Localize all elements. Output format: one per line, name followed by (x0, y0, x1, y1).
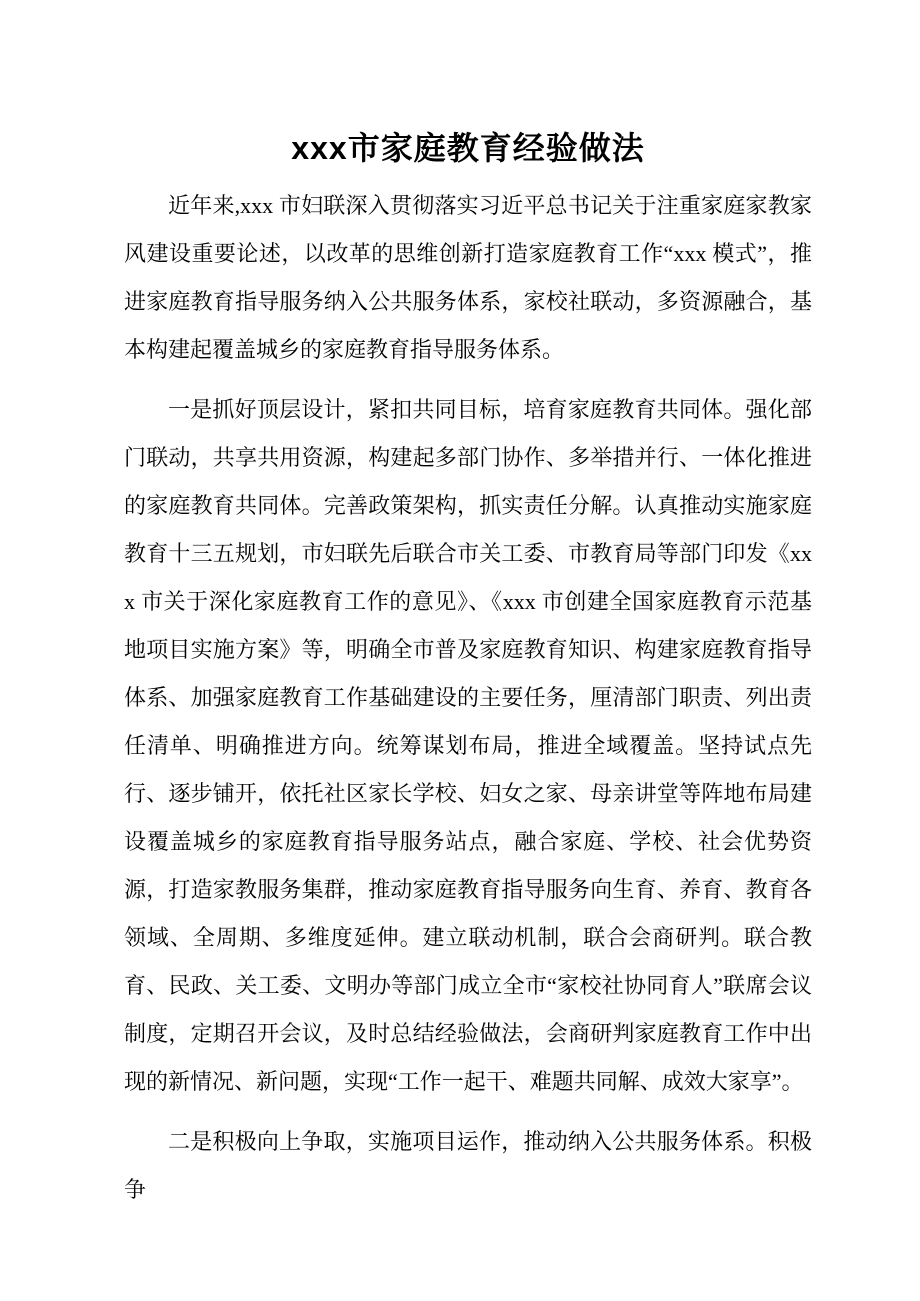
paragraph-intro: 近年来,xxx 市妇联深入贯彻落实习近平总书记关于注重家庭家教家风建设重要论述，以改革的思维创新打造家庭教育工作“xxx 模式”，推进家庭教育指导服务纳入公共服务体系，家校社联动，多资源融合，基本构建起覆盖城乡的家庭教育指导服务体系。 (124, 193, 812, 362)
document-title: xxx市家庭教育经验做法 (291, 130, 645, 166)
paragraph-point-one: 一是抓好顶层设计，紧扣共同目标，培育家庭教育共同体。强化部门联动，共享共用资源，构建起多部门协作、多举措并行、一体化推进的家庭教育共同体。完善政策架构，抓实责任分解。认真推动实施家庭教育十三五规划，市妇联先后联合市关工委、市教育局等部门印发《xxx 市关于深化家庭教育工作的意见》、《xxx 市创建全国家庭教育示范基地项目实施方案》等，明确全市普及家庭教育知识、构建家庭教育指导体系、加强家庭教育工作基础建设的主要任务，厘清部门职责、列出责任清单、明确推进方向。统筹谋划布局，推进全域覆盖。坚持试点先行、逐步铺开，依托社区家长学校、妇女之家、母亲讲堂等阵地布局建设覆盖城乡的家庭教育指导服务站点，融合家庭、学校、社会优势资源，打造家教服务集群，推动家庭教育指导服务向生育、养育、教育各领域、全周期、多维度延伸。建立联动机制，联合会商研判。联合教育、民政、关工委、文明办等部门成立全市“家校社协同育人”联席会议制度，定期召开会议，及时总结经验做法，会商研判家庭教育工作中出现的新情况、新问题，实现“工作一起干、难题共同解、成效大家享”。 (124, 397, 812, 1094)
paragraph-point-two: 二是积极向上争取，实施项目运作，推动纳入公共服务体系。积极争 (124, 1129, 812, 1202)
